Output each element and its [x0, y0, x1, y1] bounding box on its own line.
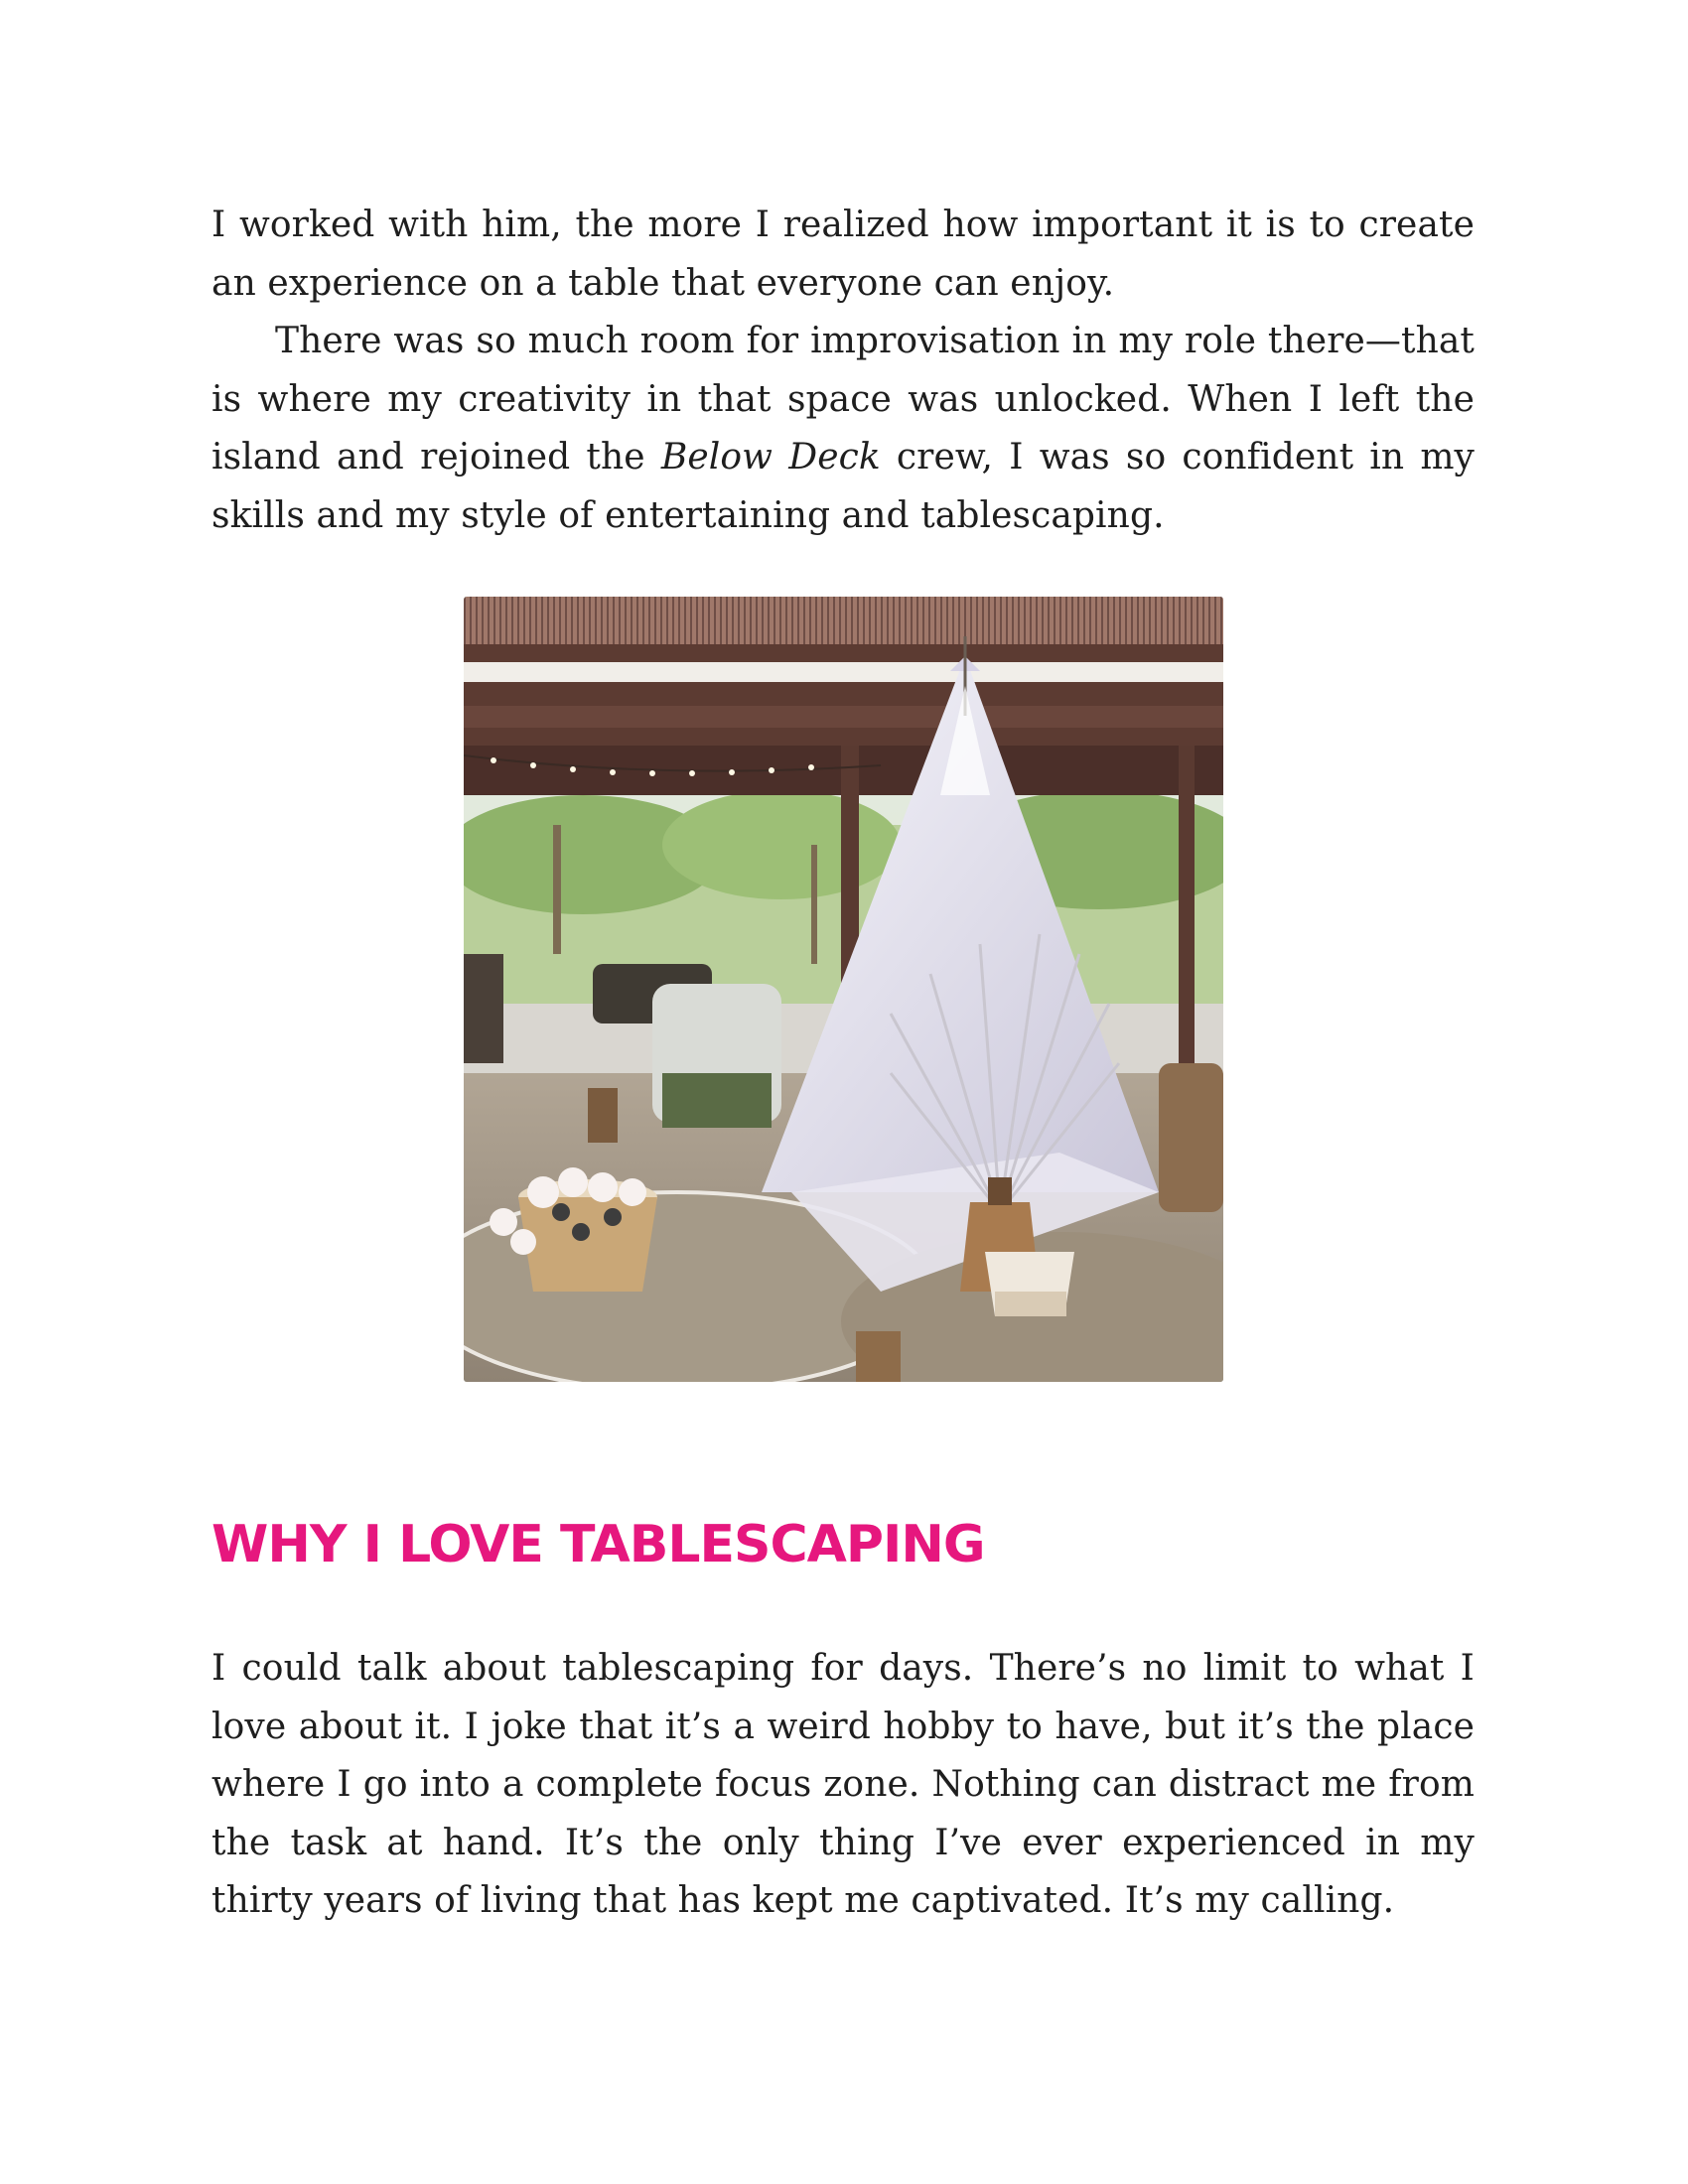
paragraph-tablescaping: I could talk about tablescaping for days. There’s no limit to what I love about it. I joke that it’s a weird hobby to have, but it’s the place where I go into a complete focus zone. Nothing can distract me from the task at hand. It’s the only thing I’ve ever experienced in my thirty years of living that has kept me captivated. It’s my calling.	[211, 1648, 1475, 1921]
paragraph-improvisation-end: crew, I was so confident in my skills and my style of entertaining and tablescaping.	[211, 437, 1475, 536]
paragraph-improvisation	[211, 313, 1475, 545]
paragraph-continued: I worked with him, the more I realized how important it is to create an experience on a table that everyone can enjoy.	[211, 205, 1475, 304]
bottom-text-block	[211, 1640, 1475, 1931]
top-text-block	[211, 197, 1475, 545]
paragraph-improvisation-start: There was so much room for improvisation in my role there—that is where my creativity in that space was unlocked. When I left the island and rejoined the	[211, 321, 1475, 478]
section-heading: WHY I LOVE TABLESCAPING	[211, 1515, 985, 1574]
teepee-photo	[464, 597, 1223, 1382]
show-title-italic: Below Deck	[660, 437, 881, 478]
